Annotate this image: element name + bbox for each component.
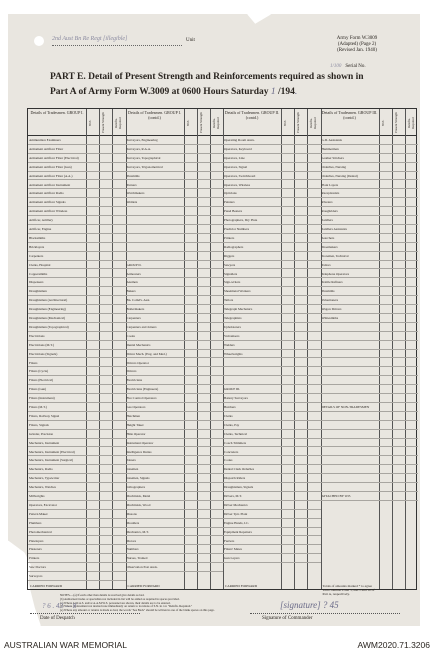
sub-header: Reinfts. Required	[406, 117, 415, 129]
trade-row: ATTACHED BY W.E.	[321, 492, 419, 501]
trade-row	[223, 376, 321, 385]
title-line2: Part A of Army Form W.3009 at 0600 Hours Saturday	[50, 87, 269, 97]
trade-row: Telegraph Mechanics	[223, 305, 321, 314]
trade-row: Dispensers	[28, 278, 126, 287]
trade-row: Surveyors, R.A.A.	[126, 145, 224, 154]
trade-row: Concreters	[223, 448, 321, 457]
trade-row: GROUP III.	[223, 385, 321, 394]
trade-row	[321, 430, 419, 439]
group-header: Details of Tradesmen. GROUP III. (contd.)	[321, 110, 378, 120]
note-line: (d) Where replacement not desired note immediately on return to locations of S.N. in col. "Reinfts. Required."	[60, 604, 193, 609]
trade-row	[126, 216, 224, 225]
trade-row: Sawyers	[223, 261, 321, 270]
trade-row: Radiographers	[223, 243, 321, 252]
trade-row: Engine Hands, I.C.	[223, 519, 321, 528]
trade-row: Motors	[126, 537, 224, 546]
trade-row: Fitters (Electrical)	[28, 376, 126, 385]
trade-row: Surveyors, Topographical	[126, 154, 224, 163]
despatch-label: Date of Despatch	[40, 616, 75, 621]
trade-row: Draughtsmen (Mechanical)	[28, 314, 126, 323]
trade-row: Armament Artificer Fitter (Gun)	[28, 163, 126, 172]
trade-row: Dental Clerk Orderlies	[223, 465, 321, 474]
trade-row: Printers	[223, 234, 321, 243]
serial-no-value: 1/100	[330, 64, 342, 69]
despatch-date-value: ? 6 . 43 — 8	[42, 602, 77, 610]
trade-row: Butchers	[223, 403, 321, 412]
trade-row: Tinsmiths	[126, 172, 224, 181]
despatch-rule	[30, 613, 140, 614]
trade-row: Riggers	[223, 252, 321, 261]
title-date: 1	[270, 87, 276, 97]
trade-row	[321, 350, 419, 359]
trade-row: Draughtsmen	[28, 287, 126, 296]
trade-row: Tinsmiths	[321, 287, 419, 296]
totals-note: Totals of amounts marked * to agree with columns 4 and 5, and 1 and 10 of Part A, respectively.	[322, 584, 375, 596]
trade-row: Opticians	[223, 189, 321, 198]
carried-forward: CARRIED FORWARD	[127, 584, 160, 588]
trade-row: Moulders	[126, 519, 224, 528]
trade-row: Draughtsmen (Architectural)	[28, 296, 126, 305]
trade-row: Armament Artificer Fitter (Electrical)	[28, 154, 126, 163]
title-rest: Detail of Present Strength and Reinforcements required as shown in	[88, 72, 364, 82]
trade-row: Fitters (Cycle)	[28, 367, 126, 376]
trade-row: Drivers Operator	[126, 359, 224, 368]
trade-row: G.D. Assistants	[321, 136, 419, 145]
trade-row: Telephone Operators	[321, 270, 419, 279]
trade-row: Orderlies, Nursing	[321, 163, 419, 172]
trade-row: Axemen	[126, 278, 224, 287]
trade-row: Gas Operators	[126, 403, 224, 412]
trade-row	[223, 359, 321, 368]
trade-row: Carpenters	[28, 252, 126, 261]
trade-row: Bricklayers	[28, 243, 126, 252]
trade-row: Searchers	[321, 234, 419, 243]
trade-row: Clerks, Pay	[223, 421, 321, 430]
trade-row: Hammermen	[321, 145, 419, 154]
trade-row: Hatchmen	[126, 412, 224, 421]
trade-row: Dental Mechanics	[126, 341, 224, 350]
trade-row: Bakers	[126, 287, 224, 296]
trade-row: Blacksmiths	[28, 234, 126, 243]
trade-row: Coach Trimmers	[223, 439, 321, 448]
trade-row: Masons	[126, 510, 224, 519]
trade-row: Panel Beaters	[223, 207, 321, 216]
trade-row: Electricians (Engineers)	[126, 385, 224, 394]
trade-row: Operators, Switchboard	[223, 172, 321, 181]
trade-row	[321, 474, 419, 483]
trade-row: Draughtsmen (Topographical)	[28, 323, 126, 332]
trade-row: Wheelwrights	[223, 350, 321, 359]
note-line: NOTES.—(a) If each other than details is received give details as bad.	[60, 593, 145, 597]
sub-header: Reinfts. Required	[114, 117, 123, 129]
sub-header: W.E.	[380, 119, 385, 127]
trade-row: Armament Artificer Signals	[28, 198, 126, 207]
trade-row: Vulcanisers	[223, 332, 321, 341]
group-header: Details of Tradesmen. GROUP I. (contd.)	[128, 110, 181, 120]
trade-row: Photomechanical	[28, 528, 126, 537]
trade-row: Clerks, Technical	[223, 430, 321, 439]
signature-label: Signature of Commander	[262, 616, 313, 621]
trade-row: Turners	[126, 181, 224, 190]
trade-row: Wagon Drivers	[321, 305, 419, 314]
trade-row: Painters	[223, 198, 321, 207]
trade-row	[321, 439, 419, 448]
note-line: (b) Authorised trades or specialists not included in list will be added as required in spaces provided.	[60, 596, 180, 601]
archive-accession: AWM2020.71.3206	[357, 640, 430, 650]
trade-row: Armourers	[126, 270, 224, 279]
trade-row: Nurses, Trained	[126, 554, 224, 563]
trade-row	[126, 234, 224, 243]
trade-row: Hide Operator	[126, 430, 224, 439]
trade-row: Electricians	[28, 332, 126, 341]
trade-row: Operators, Line	[223, 154, 321, 163]
trade-row: Mechanics, Watches	[28, 483, 126, 492]
trade-row	[321, 323, 419, 332]
trade-row: Mechanics, Instrument (Surgical)	[28, 456, 126, 465]
sub-header: W.E.	[185, 119, 190, 127]
trade-row: Leather Stitchers	[321, 154, 419, 163]
sub-header: Present Strength	[198, 112, 203, 134]
title-year-hand: .	[294, 87, 298, 97]
trade-row: Riveters	[321, 198, 419, 207]
trade-row	[223, 367, 321, 376]
trade-row: Cooks	[126, 332, 224, 341]
trade-row: Armament Artificer Wireless	[28, 207, 126, 216]
trade-row: Operating Room Assts.	[223, 136, 321, 145]
trade-row: Fitters, Signals	[28, 421, 126, 430]
trade-row: Operators, Excavator	[28, 501, 126, 510]
title-year: /194	[278, 87, 295, 97]
trade-row: Tailors	[321, 261, 419, 270]
trade-row: Clerks	[223, 412, 321, 421]
trade-row: DETAILS OF NON-TRADESMEN	[321, 403, 419, 412]
trade-row	[321, 394, 419, 403]
trade-row: Fitters (M.T.)	[28, 403, 126, 412]
trade-row: Armament Artificer Radio	[28, 189, 126, 198]
note-line: (e) Where any amount or returns is made as bad, the words "See Back" should be written in one of the blank spaces on this page.	[60, 608, 215, 613]
trade-row: Draughtsmen, Signals	[223, 483, 321, 492]
trade-row: Surveyors, Trigonometrical	[126, 163, 224, 172]
trade-row: Draughtsmen (Engineering)	[28, 305, 126, 314]
trade-row	[321, 341, 419, 350]
trade-row: Upholsterers	[223, 323, 321, 332]
trade-row: Pattern Maker	[28, 510, 126, 519]
trade-row	[321, 376, 419, 385]
trade-row	[321, 412, 419, 421]
army-form-line: (Revised Jan. 1940)	[337, 48, 377, 53]
trade-row: Electricians (M.T.)	[28, 341, 126, 350]
trade-row: Signallers	[223, 270, 321, 279]
trade-row: Instrument Operator	[126, 439, 224, 448]
sub-header: Present Strength	[393, 112, 398, 134]
trade-row: Driver Mech. (Eng. and Med.)	[126, 350, 224, 359]
trade-row: Operators, Wireless	[223, 181, 321, 190]
trade-row	[126, 252, 224, 261]
trade-row: Plumbers	[28, 519, 126, 528]
note-line: (c) Where A.W.A.S. and/or A.A.M.W.S. personnel are shown, their details are to be entered.	[60, 600, 171, 605]
army-form-line: (Adapted) (Page 2)	[337, 42, 377, 47]
notes-block	[60, 594, 410, 613]
trade-row	[126, 243, 224, 252]
trade-row: Intelligence Duties	[126, 448, 224, 457]
trade-row: Fitters	[28, 359, 126, 368]
trade-row	[321, 448, 419, 457]
trade-row: Height Taker	[126, 421, 224, 430]
trade-row: Machinists, Metal	[126, 492, 224, 501]
trade-row: Boilermakers	[126, 305, 224, 314]
trade-row: Electricians	[126, 376, 224, 385]
trade-row: Observation Post Assts.	[126, 563, 224, 572]
trade-row: Operators, Keyboard	[223, 145, 321, 154]
trade-row: Drivers, M.T.	[223, 492, 321, 501]
trade-row: Driver Mechanics	[223, 501, 321, 510]
trade-row: Saddlers	[321, 216, 419, 225]
trade-row	[126, 225, 224, 234]
unit-field: 2nd Aust Bn Re Regt [illegible]	[52, 36, 182, 46]
trade-row	[321, 465, 419, 474]
trade-row: Grinder, Precision	[28, 430, 126, 439]
trade-row: Artificer, Artillery	[28, 216, 126, 225]
sub-header: Present Strength	[296, 112, 301, 134]
trade-row: Fitters, Railway Signal	[28, 412, 126, 421]
signature-rule	[250, 613, 400, 614]
trade-row: Photographers, Dry Plate	[223, 216, 321, 225]
trade-row: Saw Doctors	[28, 563, 126, 572]
trade-row: Dispatch Riders	[223, 474, 321, 483]
trade-row	[321, 483, 419, 492]
trade-row: Clerks, Hospital	[28, 261, 126, 270]
trade-row: Surveyors, Engineering	[126, 136, 224, 145]
trade-row: Numbers	[126, 545, 224, 554]
carried-forward: CARRIED FORWARD	[30, 584, 63, 588]
trade-row: Fitters (Instrument)	[28, 394, 126, 403]
trade-row: Welders	[223, 341, 321, 350]
trade-row: Whitesmiths	[321, 314, 419, 323]
trade-row: Sheetmetal Workers	[223, 287, 321, 296]
punch-hole	[34, 36, 44, 46]
trade-row	[321, 385, 419, 394]
trade-row: Plant Layers	[321, 181, 419, 190]
trade-row: Mechanics, Radio	[28, 465, 126, 474]
trade-row: Armament Artificer Instrument	[28, 181, 126, 190]
trade-row: Shoemakers	[321, 243, 419, 252]
trade-row: GROUP II.	[126, 261, 224, 270]
trade-row: Roughriders	[321, 207, 419, 216]
trade-row: Equipment Repairers	[223, 528, 321, 537]
trade-row: Armament Artificer Fitter	[28, 145, 126, 154]
trade-row: Saddlers Assistants	[321, 225, 419, 234]
trade-row: Electricians (Signals)	[28, 350, 126, 359]
trade-row: Linemen	[126, 465, 224, 474]
group-header: Details of Tradesmen. GROUP I.	[30, 110, 84, 115]
sub-header: W.E.	[283, 119, 287, 127]
title-part: PART E.	[50, 72, 86, 82]
trade-row: Ammunition Examiners	[28, 136, 126, 145]
trade-row: Watchmakers	[126, 189, 224, 198]
trade-row: Mechanics, M.T.	[126, 528, 224, 537]
trade-row: Operators, Signal	[223, 163, 321, 172]
trade-row: Linemen, Signals	[126, 474, 224, 483]
trade-row: Carpenters	[126, 314, 224, 323]
trade-row: Fire Control Operators	[126, 394, 224, 403]
group-header: Details of Tradesmen. GROUP II. (contd.)	[224, 110, 280, 120]
trade-row: Driver Tptr. Plant	[223, 510, 321, 519]
trade-row: Receptionists	[321, 189, 419, 198]
trade-row	[321, 421, 419, 430]
trade-row	[126, 207, 224, 216]
form-title	[50, 70, 420, 100]
trade-row: Orderlies, Nursing (Dental)	[321, 172, 419, 181]
trade-row: Cooks	[223, 456, 321, 465]
trade-row: Bn. Comd's. Asst.	[126, 296, 224, 305]
trade-row: Telegraphists	[223, 314, 321, 323]
sub-header: W.E.	[88, 119, 92, 127]
sub-header: Reinfts. Required	[309, 117, 318, 129]
trade-row: Welders	[126, 198, 224, 207]
sub-header: Reinfts. Required	[211, 117, 220, 129]
trade-row: Joiners	[126, 456, 224, 465]
trade-row: Coppersmiths	[28, 270, 126, 279]
trade-row: Platelayers	[28, 537, 126, 546]
army-form-ref	[314, 36, 400, 54]
trade-row: Fitters (Gun)	[28, 385, 126, 394]
trade-row: Armament Artificer Fitter (A.A.)	[28, 172, 126, 181]
archive-caption	[0, 638, 434, 653]
trade-row: Plasterers	[28, 545, 126, 554]
trade-row: Mechanics, Instrument	[28, 439, 126, 448]
army-form-line: Army Form W.3009	[336, 36, 378, 41]
sub-header: Present Strength	[101, 112, 106, 134]
trade-row: Lithographers	[126, 483, 224, 492]
trade-row: Storemen, Technical	[321, 252, 419, 261]
trade-row: Artificer, Engine	[28, 225, 126, 234]
trade-row: Mechanics, Instrument (Electrical)	[28, 448, 126, 457]
trade-row: Mechanics, Typewriter	[28, 474, 126, 483]
serial-no	[330, 64, 366, 69]
trade-row: Printers	[28, 554, 126, 563]
trade-row: Carpenters and Joiners	[126, 323, 224, 332]
trade-row: Valuationers	[321, 296, 419, 305]
archive-name: AUSTRALIAN WAR MEMORIAL	[4, 640, 127, 650]
trade-row: Predictor Numbers	[223, 225, 321, 234]
trade-row	[321, 456, 419, 465]
trade-row: Tailors	[223, 296, 321, 305]
trade-row: Surveyors	[28, 572, 126, 581]
trade-row: Textile Refiners	[321, 278, 419, 287]
trade-row: Machinists, Wood	[126, 501, 224, 510]
commander-signature: [signature] ? 45	[280, 600, 339, 610]
trade-row: Millwrights	[28, 492, 126, 501]
trade-row: Battery Surveyors	[223, 394, 321, 403]
trade-row: Farriers	[223, 537, 321, 546]
trade-row: Gun Layers	[223, 554, 321, 563]
unit-label: Unit	[186, 38, 195, 43]
trade-row	[321, 367, 419, 376]
trade-row: Fitters' Mates	[223, 545, 321, 554]
trade-row	[321, 359, 419, 368]
trade-row	[321, 332, 419, 341]
serial-no-label: Serial No.	[345, 64, 366, 69]
trade-row: Drivers	[126, 367, 224, 376]
trade-row: Sign-writers	[223, 278, 321, 287]
carried-forward: CARRIED FORWARD	[225, 584, 258, 588]
